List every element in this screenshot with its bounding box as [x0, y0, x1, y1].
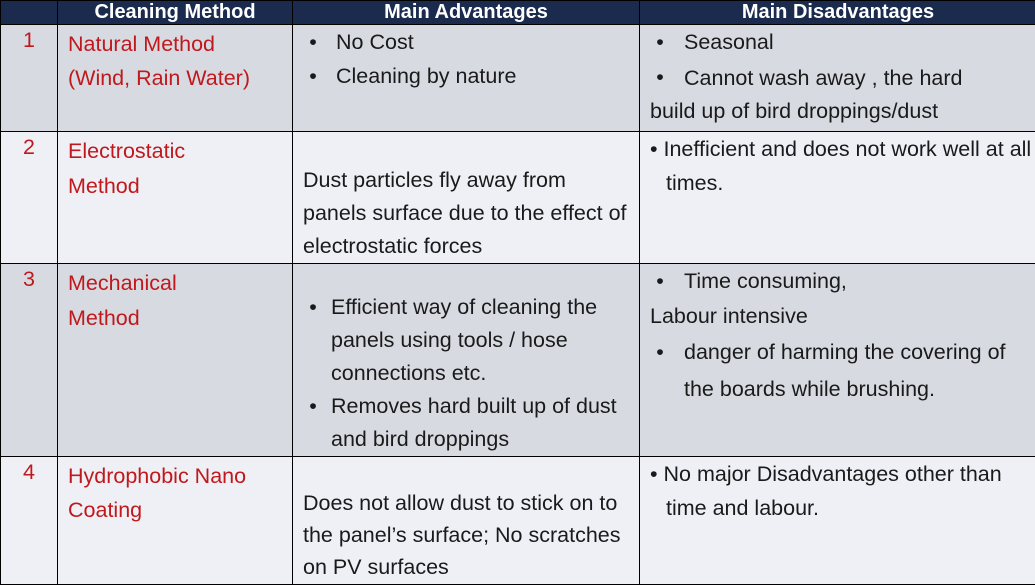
method-name-detail: Coating — [68, 493, 292, 527]
row-number: 2 — [1, 132, 58, 264]
method-name: Mechanical — [68, 266, 292, 300]
advantages-cell — [293, 25, 640, 132]
header-cleaning-method: Cleaning Method — [58, 1, 293, 25]
list-item-continuation: build up of bird droppings/dust — [650, 96, 1032, 126]
disadvantage-text: • Inefficient and does not work well at all times. — [640, 132, 1035, 200]
advantages-cell — [293, 264, 640, 457]
header-main-advantages: Main Advantages — [293, 1, 640, 25]
method-name: Electrostatic — [68, 134, 292, 168]
header-row — [1, 1, 1035, 25]
advantages-cell — [293, 457, 640, 585]
method-name-detail: Method — [68, 300, 292, 336]
list-item: • Removes hard built up of dust and bird droppings — [303, 390, 633, 456]
advantages-list — [293, 25, 639, 93]
table-row — [1, 132, 1035, 264]
table-row — [1, 457, 1035, 585]
disadvantage-text: • No major Disadvantages other than time and labour. — [640, 457, 1035, 525]
method-cell — [58, 132, 293, 264]
method-name-detail: (Wind, Rain Water) — [68, 61, 292, 95]
advantage-text: Does not allow dust to stick on to the panel’s surface; No scratches on PV surfaces — [293, 457, 639, 583]
list-item: • Seasonal — [650, 25, 1032, 59]
list-item: • Cannot wash away , the hard — [650, 59, 1032, 96]
row-number: 4 — [1, 457, 58, 585]
advantages-cell — [293, 132, 640, 264]
list-item-plain: Labour intensive — [650, 298, 1032, 334]
list-item: • danger of harming the covering of the boards while brushing. — [650, 334, 1032, 408]
method-name: Hydrophobic Nano — [68, 459, 292, 493]
header-main-disadvantages: Main Disadvantages — [640, 1, 1035, 25]
advantage-text: Dust particles fly away from panels surface due to the effect of electrostatic forces — [293, 132, 639, 263]
table-row — [1, 25, 1035, 132]
disadvantages-list — [640, 264, 1035, 408]
list-item: • Cleaning by nature — [303, 59, 639, 93]
table-row — [1, 264, 1035, 457]
row-number: 3 — [1, 264, 58, 457]
method-cell — [58, 25, 293, 132]
disadvantages-cell — [640, 457, 1035, 585]
list-item: • No Cost — [303, 25, 639, 59]
disadvantages-cell — [640, 132, 1035, 264]
row-number: 1 — [1, 25, 58, 132]
list-item: • Time consuming, — [650, 264, 1032, 298]
advantages-list — [293, 264, 639, 456]
method-cell — [58, 264, 293, 457]
header-number — [1, 1, 58, 25]
disadvantages-list — [640, 25, 1035, 126]
list-item: • Efficient way of cleaning the panels using tools / hose connections etc. — [303, 291, 633, 390]
method-name-detail: Method — [68, 168, 292, 204]
method-cell — [58, 457, 293, 585]
method-name: Natural Method — [68, 27, 292, 61]
disadvantages-cell — [640, 25, 1035, 132]
disadvantages-cell — [640, 264, 1035, 457]
